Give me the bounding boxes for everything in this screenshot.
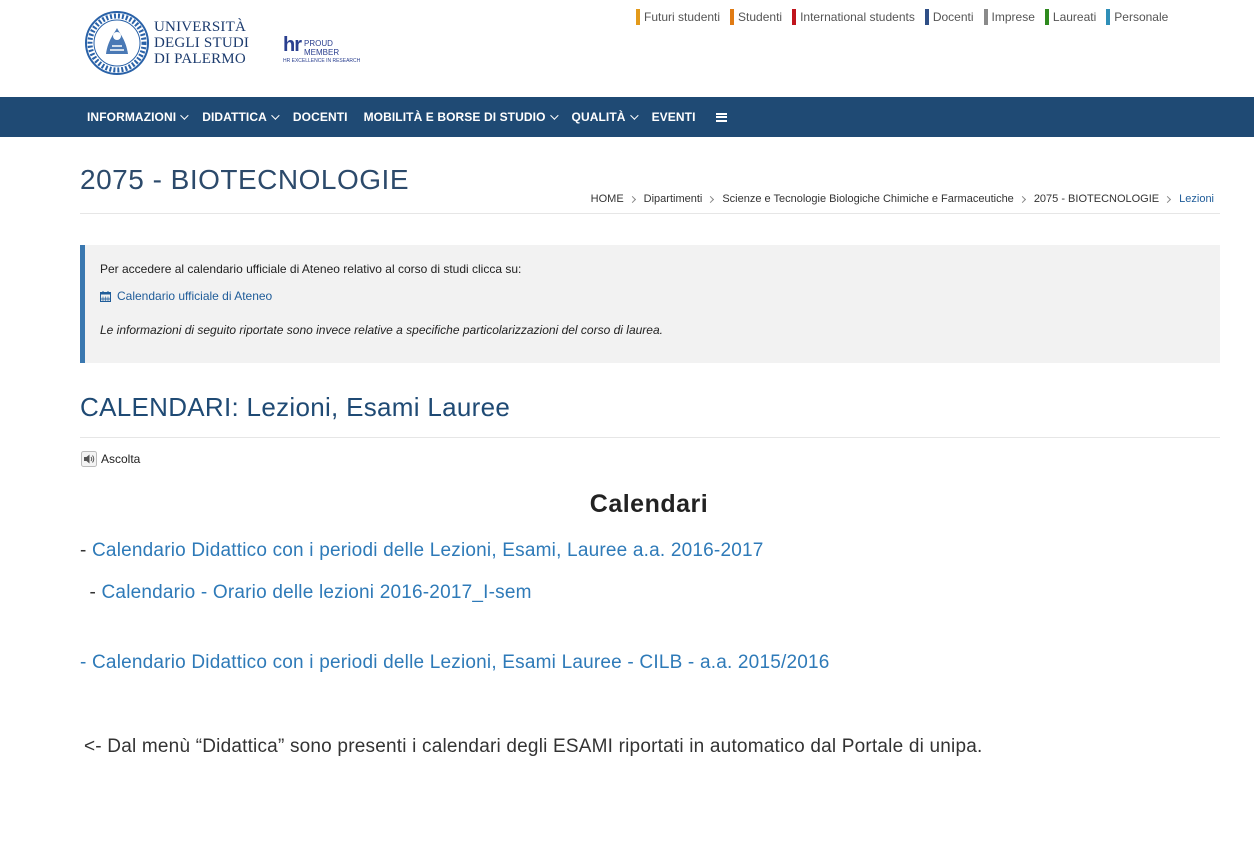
toplink-label: International students (800, 10, 915, 24)
chevron-right-icon (1164, 195, 1171, 202)
calendar-entry-2 (84, 582, 532, 604)
calendar-entry-2-prefix: - (84, 582, 102, 603)
nav-item-docenti[interactable] (285, 97, 356, 137)
title-divider (80, 213, 1220, 214)
toplink-docenti[interactable] (925, 9, 974, 25)
calendar-icon (100, 291, 111, 302)
audience-links (636, 9, 1178, 25)
calendar-link-2016-2017[interactable]: Calendario Didattico con i periodi delle Lezioni, Esami, Lauree a.a. 2016-2017 (92, 540, 764, 561)
page-title: 2075 - BIOTECNOLOGIE (80, 164, 409, 195)
chevron-down-icon (180, 111, 188, 119)
chevron-down-icon (271, 111, 279, 119)
official-calendar-link[interactable] (100, 289, 272, 303)
toplink-label: Laureati (1052, 10, 1097, 24)
toplink-imprese[interactable] (984, 9, 1035, 25)
hr-badge-text (304, 39, 339, 57)
nav-item-label: DOCENTI (292, 110, 348, 124)
toplink-color-bar (925, 9, 929, 25)
toplink-label: Studenti (738, 10, 783, 24)
toplink-label: Imprese (991, 10, 1035, 24)
chevron-right-icon (629, 195, 636, 202)
breadcrumb-item[interactable]: Dipartimenti (643, 193, 703, 205)
toplink-label: Personale (1114, 10, 1169, 24)
notice-note: Le informazioni di seguito riportate sono invece relative a specifiche particolarizzazioni del corso di laurea. (100, 323, 663, 337)
university-logo[interactable] (84, 10, 250, 78)
nav-item-label: DIDATTICA (202, 110, 267, 124)
breadcrumb-item[interactable]: Lezioni (1179, 193, 1214, 205)
nav-item-informazioni[interactable] (79, 97, 194, 137)
toplink-international-students[interactable] (792, 9, 915, 25)
section-divider (80, 437, 1220, 438)
calendar-link-orario-lezioni[interactable]: Calendario - Orario delle lezioni 2016-2017_I-sem (101, 582, 532, 603)
logo-line-3: DI PALERMO (154, 51, 246, 67)
listen-label: Ascolta (101, 452, 141, 466)
toplink-color-bar (1045, 9, 1049, 25)
official-calendar-link-label: Calendario ufficiale di Ateneo (117, 289, 273, 303)
site-header (0, 0, 1254, 97)
nav-item-didattica[interactable] (194, 97, 285, 137)
listen-button[interactable] (81, 451, 140, 467)
hr-badge-line1: PROUD (304, 39, 333, 48)
toplink-color-bar (792, 9, 796, 25)
toplink-label: Docenti (932, 10, 974, 24)
toplink-label: Futuri studenti (644, 10, 721, 24)
breadcrumb-item[interactable]: HOME (590, 193, 624, 205)
chevron-down-icon (630, 111, 638, 119)
nav-item-label: INFORMAZIONI (87, 110, 177, 124)
official-calendar-notice (80, 245, 1220, 363)
didattica-menu-note: <- Dal menù “Didattica” sono presenti i calendari degli ESAMI riportati in automatico dal Portale di unipa. (84, 736, 983, 757)
section-title: CALENDARI: Lezioni, Esami Lauree (80, 392, 511, 422)
university-name (154, 19, 249, 67)
calendar-entry-3 (80, 652, 830, 674)
breadcrumb (591, 193, 1214, 205)
notice-intro: Per accedere al calendario ufficiale di Ateneo relativo al corso di studi clicca su: (100, 262, 522, 276)
chevron-right-icon (707, 195, 714, 202)
chevron-down-icon (550, 111, 558, 119)
toplink-color-bar (730, 9, 734, 25)
hr-excellence-badge[interactable] (283, 34, 361, 66)
toplink-personale[interactable] (1106, 9, 1168, 25)
calendar-link-cilb-2015-2016[interactable]: Calendario Didattico con i periodi delle Lezioni, Esami Lauree - CILB - a.a. 2015/2016 (92, 652, 830, 673)
nav-item-label: QUALITÀ (571, 110, 626, 124)
calendar-entry-1 (80, 540, 764, 562)
hr-badge-subtitle: HR EXCELLENCE IN RESEARCH (283, 58, 361, 64)
calendars-heading: Calendari (589, 490, 709, 518)
toplink-futuri-studenti[interactable] (636, 9, 720, 25)
calendar-entry-3-prefix: - (80, 652, 93, 673)
nav-item-label: MOBILITÀ E BORSE DI STUDIO (363, 110, 546, 124)
nav-item-qualit[interactable] (564, 97, 644, 137)
toplink-color-bar (1106, 9, 1110, 25)
hr-badge-line2: MEMBER (304, 48, 340, 57)
nav-item-label: EVENTI (651, 110, 696, 124)
university-seal-icon (84, 10, 150, 76)
toplink-laureati[interactable] (1045, 9, 1096, 25)
speaker-icon (81, 451, 97, 467)
main-navbar (0, 97, 1254, 137)
nav-menu-toggle[interactable] (704, 97, 735, 137)
breadcrumb-item[interactable]: 2075 - BIOTECNOLOGIE (1033, 193, 1160, 205)
nav-menu (79, 97, 735, 137)
breadcrumb-item[interactable]: Scienze e Tecnologie Biologiche Chimiche e Farmaceutiche (722, 193, 1014, 205)
chevron-right-icon (1019, 195, 1026, 202)
calendar-entry-1-prefix: - (80, 540, 93, 561)
hr-badge-mark: hr (283, 34, 301, 56)
toplink-color-bar (636, 9, 640, 25)
nav-item-eventi[interactable] (644, 97, 704, 137)
toplink-color-bar (984, 9, 988, 25)
toplink-studenti[interactable] (730, 9, 782, 25)
nav-item-mobilit-e-borse-di-studio[interactable] (356, 97, 564, 137)
logo-line-2: DEGLI STUDI (154, 35, 250, 51)
bars-icon (716, 113, 727, 122)
logo-line-1: UNIVERSITÀ (154, 19, 246, 35)
